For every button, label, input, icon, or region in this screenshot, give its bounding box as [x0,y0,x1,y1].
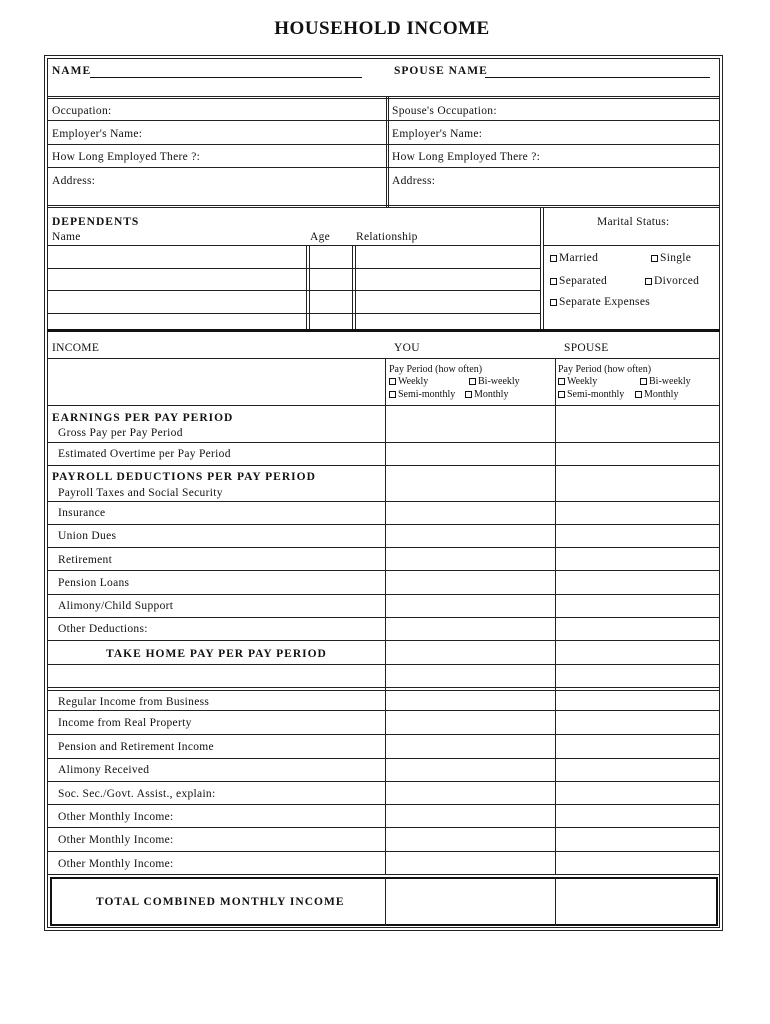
spouse-how-long-employed-label: How Long Employed There ?: [392,151,541,163]
dependents-col-name: Name [52,231,81,243]
union-dues-label: Union Dues [58,530,117,542]
separated-checkbox[interactable] [550,278,557,285]
name-field[interactable] [90,77,362,78]
divorced-option[interactable]: Divorced [645,275,699,287]
soc-sec-label: Soc. Sec./Govt. Assist., explain: [58,788,216,800]
you-semimonthly-option[interactable]: Semi-monthly [389,389,455,400]
other-deductions-label: Other Deductions: [58,623,148,635]
marital-status-heading: Marital Status: [597,216,670,228]
insurance-label: Insurance [58,507,106,519]
dependents-heading: DEPENDENTS [52,216,140,228]
retirement-label: Retirement [58,554,113,566]
total-combined-income-label: TOTAL COMBINED MONTHLY INCOME [96,896,345,908]
occupation-label: Occupation: [52,105,112,117]
alimony-child-support-label: Alimony/Child Support [58,600,174,612]
single-checkbox[interactable] [651,255,658,262]
dependents-col-relationship: Relationship [356,231,418,243]
employer-name-label: Employer's Name: [52,128,143,140]
spouse-weekly-option[interactable]: Weekly [558,376,597,387]
separated-option[interactable]: Separated [550,275,607,287]
earnings-heading: EARNINGS PER PAY PERIOD [52,412,234,424]
you-weekly-option[interactable]: Weekly [389,376,428,387]
payroll-taxes-label: Payroll Taxes and Social Security [58,487,223,499]
spouse-name-label: SPOUSE NAME [394,65,488,77]
alimony-received-label: Alimony Received [58,764,150,776]
business-income-label: Regular Income from Business [58,696,210,708]
address-label: Address: [52,175,96,187]
you-column-heading: YOU [394,342,420,354]
how-long-employed-label: How Long Employed There ?: [52,151,201,163]
spouse-monthly-option[interactable]: Monthly [635,389,678,400]
pension-loans-label: Pension Loans [58,577,130,589]
pension-income-label: Pension and Retirement Income [58,741,214,753]
married-option[interactable]: Married [550,252,598,264]
overtime-label: Estimated Overtime per Pay Period [58,448,231,460]
divorced-checkbox[interactable] [645,278,652,285]
spouse-address-label: Address: [392,175,436,187]
you-monthly-option[interactable]: Monthly [465,389,508,400]
spouse-employer-name-label: Employer's Name: [392,128,483,140]
deductions-heading: PAYROLL DEDUCTIONS PER PAY PERIOD [52,471,316,483]
take-home-pay-label: TAKE HOME PAY PER PAY PERIOD [106,648,327,660]
separate-expenses-option[interactable]: Separate Expenses [550,296,650,308]
you-biweekly-option[interactable]: Bi-weekly [469,376,520,387]
page-title: HOUSEHOLD INCOME [274,18,490,39]
married-checkbox[interactable] [550,255,557,262]
other-monthly-income-3-label: Other Monthly Income: [58,858,174,870]
spouse-name-field[interactable] [485,77,710,78]
spouse-occupation-label: Spouse's Occupation: [392,105,497,117]
spouse-pay-period-label: Pay Period (how often) [558,364,652,375]
you-pay-period-label: Pay Period (how often) [389,364,483,375]
real-property-income-label: Income from Real Property [58,717,192,729]
spouse-column-heading: SPOUSE [564,342,609,354]
dependents-col-age: Age [310,231,331,243]
spouse-semimonthly-option[interactable]: Semi-monthly [558,389,624,400]
separate-expenses-checkbox[interactable] [550,299,557,306]
single-option[interactable]: Single [651,252,691,264]
income-heading: INCOME [52,342,100,354]
other-monthly-income-1-label: Other Monthly Income: [58,811,174,823]
other-monthly-income-2-label: Other Monthly Income: [58,834,174,846]
gross-pay-label: Gross Pay per Pay Period [58,427,183,439]
spouse-biweekly-option[interactable]: Bi-weekly [640,376,691,387]
name-label: NAME [52,65,92,77]
